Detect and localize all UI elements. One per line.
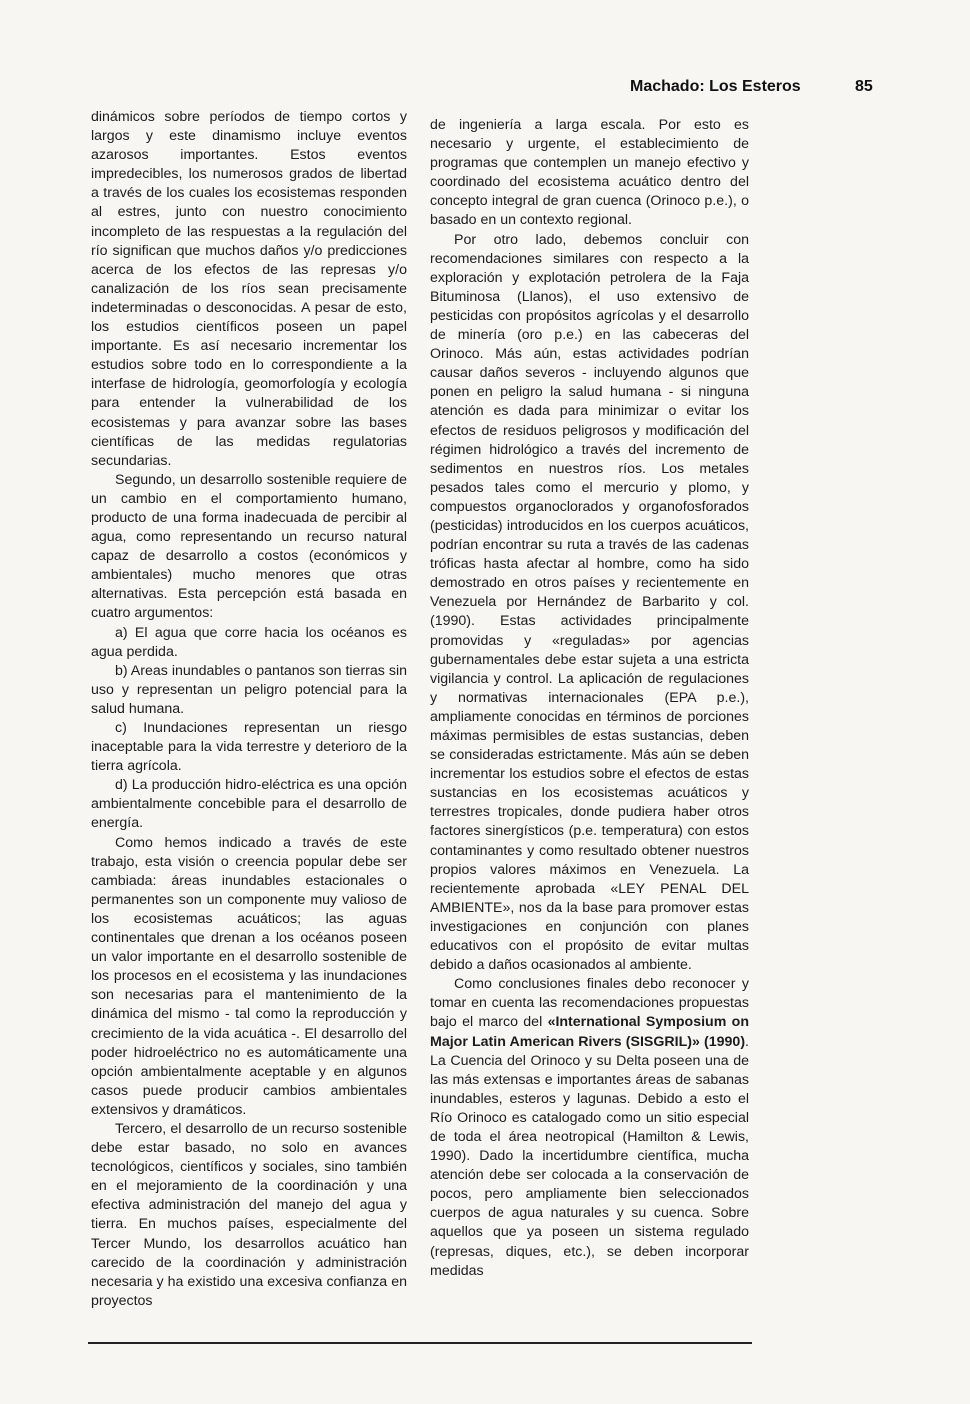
running-head [630, 78, 880, 96]
page-number: 85 [855, 78, 873, 95]
right-column [430, 116, 749, 1281]
paragraph: dinámicos sobre períodos de tiempo cortos y largos y este dinamismo incluye eventos azarosos importantes. Estos eventos impredecibles, los numerosos grados de libertad a través de los cuales los ecosistemas responden al estres, junto con nuestro conocimiento incompleto de las respuestas a la regulación del río significan que muchos daños y/o predicciones acerca de los efectos de las represas y/o canalización de los ríos sean precisamente indeterminadas o desconocidas. A pesar de esto, los estudios científicos poseen un papel importante. Es así necesario incrementar los estudios sobre todo en lo correspondiente a la interfase de hidrología, geomorfología y ecología para entender la vulnerabilidad de los ecosistemas y para avanzar sobre las bases científicas de las medidas regulatorias secundarias. [91, 109, 407, 469]
paragraph: de ingeniería a larga escala. Por esto es necesario y urgente, el establecimiento de programas que contemplen un manejo efectivo y coordinado del ecosistema acuático dentro del concepto integral de gran cuenca (Orinoco p.e.), o basado en un contexto regional. [430, 117, 749, 229]
symposium-reference: «International Symposium on Major Latin American Rivers (SISGRIL)» (1990) [430, 1014, 750, 1050]
list-item: b) Areas inundables o pantanos son tierras sin uso y representan un peligro potencial para la salud humana. [91, 662, 407, 717]
paragraph: Por otro lado, debemos concluir con recomendaciones similares con respecto a la exploración y explotación petrolera de la Faja Bituminosa (Llanos), el uso extensivo de pesticidas con propósitos agrícolas y el desarrollo de minería (oro p.e.) en las cabeceras del Orinoco. Más aún, estas actividades podrían causar daños severos - incluyendo algunos que ponen en peligro la salud humana - si ninguna atención es dada para minimizar o evitar los efectos de residuos peligrosos y modificación del régimen hidrológico a través del incremento de sedimentos en nuestros ríos. Los metales pesados tales como el mercurio y plomo, y compuestos organoclorados y organofosforados (pesticidas) introducidos en los cuerpos acuáticos, podrían encontrar su ruta a través de las cadenas tróficas hasta afectar al hombre, como ha sido demostrado en otros países y recientemente en Venezuela por Hernández de Barbarito y col. (1990). Estas actividades principalmente promovidas y «reguladas» por agencias gubernamentales debe estar sujeta a una estricta vigilancia y control. La aplicación de regulaciones y normativas internacionales (EPA p.e.), ampliamente conocidas en términos de porciones máximas permisibles de estas sustancias, deben se consideradas estrictamente. Más aún se deben incrementar los estudios sobre el efectos de estas sustancias en los ecosistemas acuáticos y terrestres tropicales, donde pudiera haber otros factores sinergísticos (p.e. temperatura) con estos contaminantes y como resultado obtener nuestros propios valores máximos en Venezuela. La recientemente aprobada «LEY PENAL DEL AMBIENTE», nos da la base para promover estas investigaciones en conjunción con planes educativos con el propósito de evitar multas debido a daños ocasionados al ambiente. [430, 231, 749, 974]
paragraph [430, 975, 749, 1281]
left-column [91, 108, 407, 1311]
paragraph-text: Como conclusiones finales debo reconocer y tomar en cuenta las recomendaciones propuestas bajo el marco del [430, 976, 749, 1031]
footer-rule [88, 1342, 752, 1344]
list-item: a) El agua que corre hacia los océanos es agua perdida. [91, 624, 407, 660]
list-item: d) La producción hidro-eléctrica es una opción ambientalmente concebible para el desarrollo de energía. [91, 777, 407, 832]
running-head-title: Machado: Los Esteros [630, 78, 801, 95]
paragraph: Tercero, el desarrollo de un recurso sostenible debe estar basado, no solo en avances tecnológicos, científicos y sociales, sino también en el mejoramiento de la coordinación y una efectiva administración del manejo del agua y tierra. En muchos países, especialmente del Tercer Mundo, los desarrollos acuático han carecido de la coordinación y administración necesaria y ha existido una excesiva confianza en proyectos [91, 1120, 407, 1309]
paragraph: Segundo, un desarrollo sostenible requiere de un cambio en el comportamiento humano, producto de una forma inadecuada de percibir al agua, como representando un recurso natural capaz de desarrollo a costos (económicos y ambientales) mucho menores que otras alternativas. Esta percepción está basada en cuatro argumentos: [91, 471, 407, 622]
paragraph: Como hemos indicado a través de este trabajo, esta visión o creencia popular debe ser cambiada: áreas inundables estacionales o permanentes son un componente muy valioso de los ecosistemas acuáticos; las aguas continentales que drenan a los océanos poseen un valor importante en el desarrollo sostenible de los procesos en el ecosistema y las inundaciones son necesarias para el mantenimiento de la dinámica del mismo - tal como la reproducción y crecimiento de la vida acuática -. El desarrollo del poder hidroeléctrico no es automáticamente una opción ambientalmente aceptable y en algunos casos puede producir cambios ambientales extensivos y dramáticos. [91, 834, 407, 1118]
list-item: c) Inundaciones representan un riesgo inaceptable para la vida terrestre y deterioro de la tierra agrícola. [91, 720, 407, 775]
paragraph-text: . La Cuencia del Orinoco y su Delta poseen una de las más extensas e importantes áreas de sabanas inundables, esteros y lagunas. Debido a esto el Río Orinoco es catalogado como un sitio especial de toda el área neotropical (Hamilton & Lewis, 1990). Dado la incertidumbre científica, mucha atención debe ser colocada a la conservación de pocos, pero ampliamente bien seleccionados cuerpos de agua naturales y su cuenca. Sobre aquellos que ya poseen un sistema regulado (represas, diques, etc.), se deben incorporar medidas [430, 1033, 749, 1279]
